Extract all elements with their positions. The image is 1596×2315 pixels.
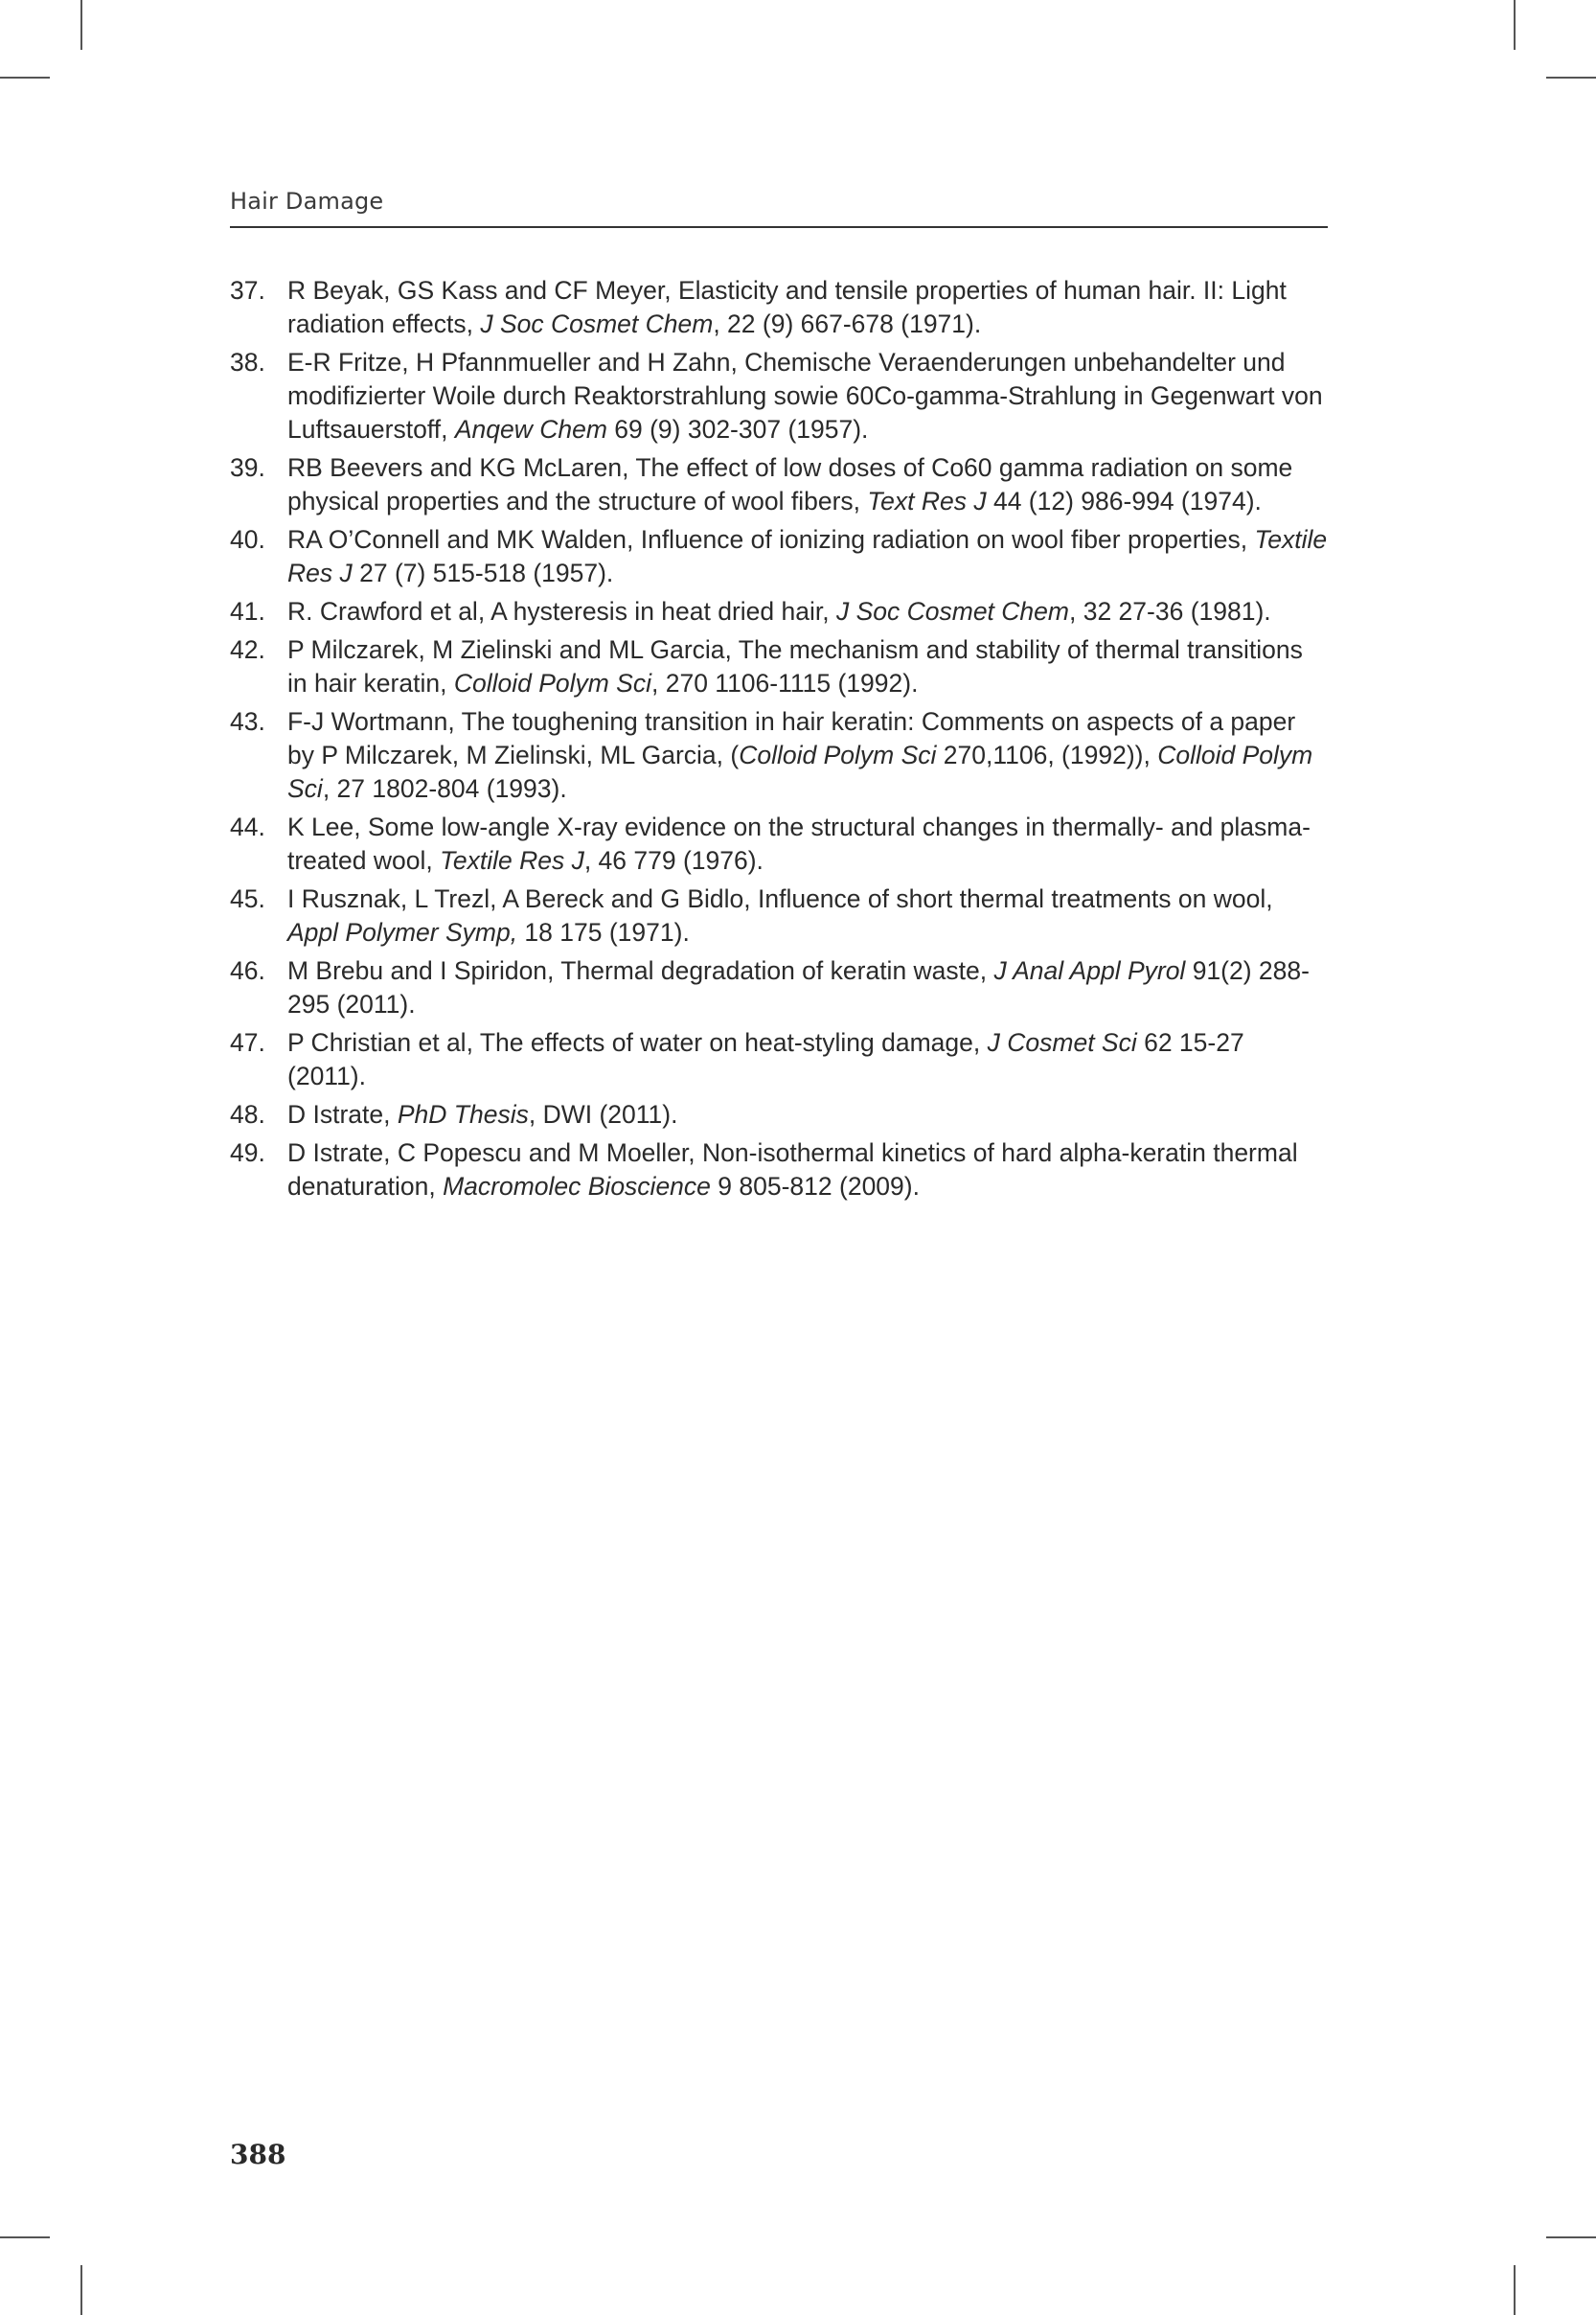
reference-journal-title: Textile Res J [440, 846, 584, 875]
reference-text-segment: 27 (7) 515-518 (1957). [352, 559, 614, 587]
reference-text [287, 1026, 1328, 1093]
reference-text-segment: , DWI (2011). [528, 1100, 678, 1129]
reference-text [287, 451, 1328, 518]
reference-item [230, 954, 1328, 1021]
reference-text-segment: 9 805-812 (2009). [710, 1172, 920, 1201]
reference-number: 48. [230, 1100, 265, 1129]
reference-number: 37. [230, 276, 265, 305]
crop-mark-bottom-right-horizontal [1546, 2236, 1596, 2238]
reference-number: 42. [230, 635, 265, 664]
reference-text [287, 882, 1328, 950]
reference-text-segment: , 27 1802-804 (1993). [322, 774, 567, 803]
reference-journal-title: Anqew Chem [454, 415, 607, 444]
reference-text-segment: M Brebu and I Spiridon, Thermal degradation of keratin waste, [287, 956, 994, 985]
reference-journal-title: J Soc Cosmet Chem [480, 309, 714, 338]
reference-text-segment: K Lee, Some low-angle X-ray evidence on the structural changes in thermally- and plasma-treated wool, [287, 813, 1311, 875]
reference-journal-title: Colloid Polym Sci [287, 741, 1313, 803]
reference-item [230, 1098, 1328, 1132]
reference-text-segment: , 46 779 (1976). [583, 846, 764, 875]
reference-number: 49. [230, 1138, 265, 1167]
reference-journal-title: PhD Thesis [397, 1100, 529, 1129]
reference-text-segment: , 270 1106-1115 (1992). [651, 669, 919, 698]
reference-text [287, 523, 1328, 590]
reference-item [230, 1026, 1328, 1093]
reference-journal-title: Macromolec Bioscience [443, 1172, 711, 1201]
reference-text-segment: I Rusznak, L Trezl, A Bereck and G Bidlo, Influence of short thermal treatments on wool, [287, 884, 1273, 913]
reference-number: 43. [230, 707, 265, 736]
reference-text-segment: 270,1106, (1992)), [936, 741, 1158, 769]
reference-text-segment: R. Crawford et al, A hysteresis in heat dried hair, [287, 597, 836, 626]
reference-item [230, 595, 1328, 629]
reference-text [287, 633, 1328, 700]
reference-text-segment: , 32 27-36 (1981). [1068, 597, 1271, 626]
running-head-title: Hair Damage [230, 188, 384, 215]
reference-number: 44. [230, 813, 265, 841]
reference-journal-title: J Cosmet Sci [987, 1028, 1137, 1057]
reference-text [287, 811, 1328, 878]
reference-text-segment: 69 (9) 302-307 (1957). [606, 415, 869, 444]
reference-text-segment: P Christian et al, The effects of water on heat-styling damage, [287, 1028, 988, 1057]
reference-item [230, 811, 1328, 878]
reference-journal-title: Text Res J [867, 487, 987, 516]
reference-text [287, 705, 1328, 806]
reference-item [230, 274, 1328, 341]
crop-mark-top-right-vertical [1514, 0, 1516, 50]
reference-item [230, 523, 1328, 590]
reference-item [230, 1136, 1328, 1203]
reference-journal-title: J Anal Appl Pyrol [993, 956, 1186, 985]
crop-mark-top-left-vertical [80, 0, 82, 50]
reference-number: 39. [230, 453, 265, 482]
reference-text-segment: 62 15-27 (2011). [287, 1028, 1244, 1090]
reference-number: 46. [230, 956, 265, 985]
reference-text-segment: RA O’Connell and MK Walden, Influence of ionizing radiation on wool fiber properties, [287, 525, 1255, 554]
reference-text-segment: D Istrate, C Popescu and M Moeller, Non-isothermal kinetics of hard alpha-keratin thermal denaturation, [287, 1138, 1298, 1201]
reference-number: 47. [230, 1028, 265, 1057]
reference-text-segment: 91(2) 288-295 (2011). [287, 956, 1310, 1019]
reference-text [287, 346, 1328, 447]
reference-number: 45. [230, 884, 265, 913]
reference-item [230, 882, 1328, 950]
reference-text [287, 1098, 1328, 1132]
reference-item [230, 346, 1328, 447]
crop-mark-top-right-horizontal [1546, 77, 1596, 79]
reference-text-segment: , 22 (9) 667-678 (1971). [713, 309, 982, 338]
reference-journal-title: Appl Polymer Symp, [287, 918, 518, 947]
reference-number: 41. [230, 597, 265, 626]
reference-text [287, 595, 1328, 629]
crop-mark-bottom-left-vertical [80, 2265, 82, 2315]
reference-text-segment: P Milczarek, M Zielinski and ML Garcia, The mechanism and stability of thermal transitions in hair keratin, [287, 635, 1303, 698]
reference-number: 38. [230, 348, 265, 377]
reference-list [230, 274, 1328, 1208]
reference-item [230, 633, 1328, 700]
reference-text-segment: D Istrate, [287, 1100, 398, 1129]
reference-text-segment: 18 175 (1971). [517, 918, 690, 947]
page-number: 388 [230, 2139, 286, 2170]
crop-mark-top-left-horizontal [0, 77, 50, 79]
reference-text-segment: 44 (12) 986-994 (1974). [986, 487, 1262, 516]
reference-journal-title: Textile Res J [287, 525, 1328, 587]
reference-text [287, 1136, 1328, 1203]
crop-mark-bottom-right-vertical [1514, 2265, 1516, 2315]
reference-journal-title: Colloid Polym Sci [453, 669, 651, 698]
reference-text-segment: R Beyak, GS Kass and CF Meyer, Elasticity and tensile properties of human hair. II: Light radiation effects, [287, 276, 1287, 338]
reference-journal-title: J Soc Cosmet Chem [835, 597, 1069, 626]
reference-text [287, 954, 1328, 1021]
reference-number: 40. [230, 525, 265, 554]
reference-text-segment: E-R Fritze, H Pfannmueller and H Zahn, Chemische Veraenderungen unbehandelter und modifizierter Woile durch Reaktorstrahlung sowie 60Co-gamma-Strahlung in Gegenwart von Luftsauerstoff, [287, 348, 1323, 444]
reference-journal-title: Colloid Polym Sci [739, 741, 937, 769]
header-rule [230, 226, 1328, 228]
reference-text [287, 274, 1328, 341]
reference-text-segment: F-J Wortmann, The toughening transition in hair keratin: Comments on aspects of a paper by P Milczarek, M Zielinski, ML Garcia, ( [287, 707, 1296, 769]
reference-text-segment: RB Beevers and KG McLaren, The effect of low doses of Co60 gamma radiation on some physical properties and the structure of wool fibers, [287, 453, 1293, 516]
reference-item [230, 705, 1328, 806]
crop-mark-bottom-left-horizontal [0, 2236, 50, 2238]
reference-item [230, 451, 1328, 518]
